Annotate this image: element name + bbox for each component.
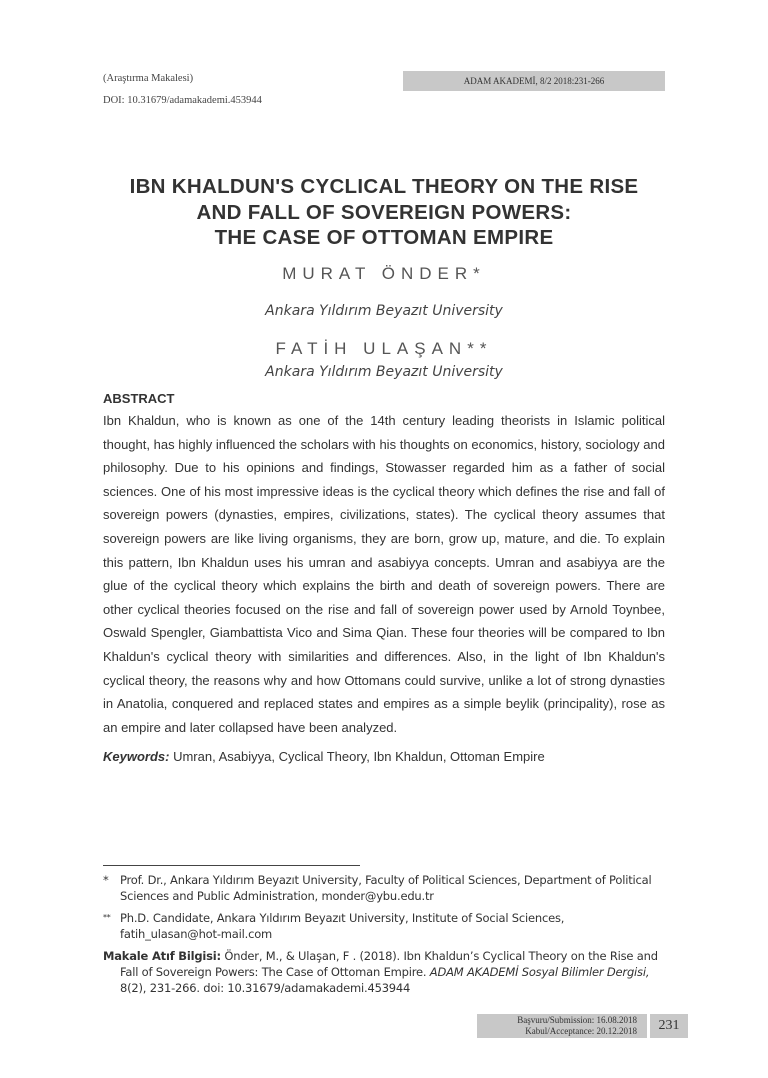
paper-title [80, 174, 688, 251]
page-number: 231 [650, 1014, 688, 1038]
citation-text: Önder, M., & Ulaşan, F . (2018). Ibn Khaldun’s Cyclical Theory on the Rise and Fall of Sovereign Powers: The Case of Ottoman Empire. [120, 949, 658, 980]
keywords-label: Keywords: [103, 749, 170, 765]
citation-label: Makale Atıf Bilgisi: [103, 949, 221, 964]
author-name: MURAT ÖNDER* [282, 264, 486, 283]
page-footer [103, 1014, 688, 1038]
acceptance-date: Kabul/Acceptance: 20.12.2018 [525, 1026, 637, 1037]
title-line: AND FALL OF SOVEREIGN POWERS: [196, 200, 572, 224]
author-affiliation: Ankara Yıldırım Beyazıt University [265, 303, 503, 319]
footnote-text: Ph.D. Candidate, Ankara Yıldırım Beyazıt University, Institute of Social Sciences, fatih_ulasan@hot-mail.com [120, 911, 565, 942]
journal-header: ADAM AKADEMİ, 8/2 2018:231-266 [403, 71, 665, 91]
author-name: FATİH ULAŞAN** [275, 339, 493, 358]
citation-journal: ADAM AKADEMİ Sosyal Bilimler Dergisi, [429, 965, 650, 980]
abstract-text: Ibn Khaldun, who is known as one of the 14th century leading theorists in Islamic political thought, has highly influenced the scholars with his thoughts on economics, history, sociology and philosophy. Due to his opinions and findings, Stowasser regarded him as a father of social sciences. One of his most impressive ideas is the cyclical theory which defines the rise and fall of sovereign powers (dynasties, empires, civilizations, states). The cyclical theory assumes that sovereign powers are like living organisms, they are born, grow up, mature, and die. To explain this pattern, Ibn Khaldun uses his umran and asabiyya concepts. Umran and asabiyya are the glue of the cyclical theory which explains the birth and death of sovereign powers. There are other cyclical theories focused on the rise and fall of sovereign power used by Arnold Toynbee, Oswald Spengler, Giambattista Vico and Sima Qian. These four theories will be compared to Ibn Khaldun's cyclical theory with similarities and differences. Also, in the light of Ibn Khaldun's cyclical theory, the reasons why and how Ottomans could survive, unlike a lot of strong dynasties in Anatolia, conquered and replaced states and empires as a simple beylik (principality), rose as an empire and later collapsed have been analyzed. [103, 413, 665, 735]
submission-date: Başvuru/Submission: 16.08.2018 [517, 1015, 637, 1026]
title-line: IBN KHALDUN'S CYCLICAL THEORY ON THE RISE [129, 175, 639, 198]
citation-doi: 8(2), 231-266. doi: 10.31679/adamakademi.453944 [120, 981, 411, 996]
author-affiliation: Ankara Yıldırım Beyazıt University [265, 364, 503, 380]
body-flow [103, 391, 680, 1078]
title-line: THE CASE OF OTTOMAN EMPIRE [214, 226, 554, 249]
footnote [103, 872, 665, 904]
footnote-divider [103, 865, 360, 866]
abstract-heading: ABSTRACT [103, 391, 175, 406]
footnote-mark: ** [103, 913, 111, 923]
submission-dates [477, 1014, 647, 1038]
doi: DOI: 10.31679/adamakademi.453944 [103, 95, 262, 106]
citation-info [103, 948, 665, 996]
keywords-text: Umran, Asabiyya, Cyclical Theory, Ibn Khaldun, Ottoman Empire [169, 749, 545, 765]
footnote-mark: * [103, 873, 109, 888]
article-type: (Araştırma Makalesi) [103, 73, 194, 84]
footnote [103, 910, 665, 942]
keywords [103, 749, 665, 765]
footnote-text: Prof. Dr., Ankara Yıldırım Beyazıt University, Faculty of Political Sciences, Department of Political Sciences and Public Administration, monder@ybu.edu.tr [120, 873, 652, 904]
